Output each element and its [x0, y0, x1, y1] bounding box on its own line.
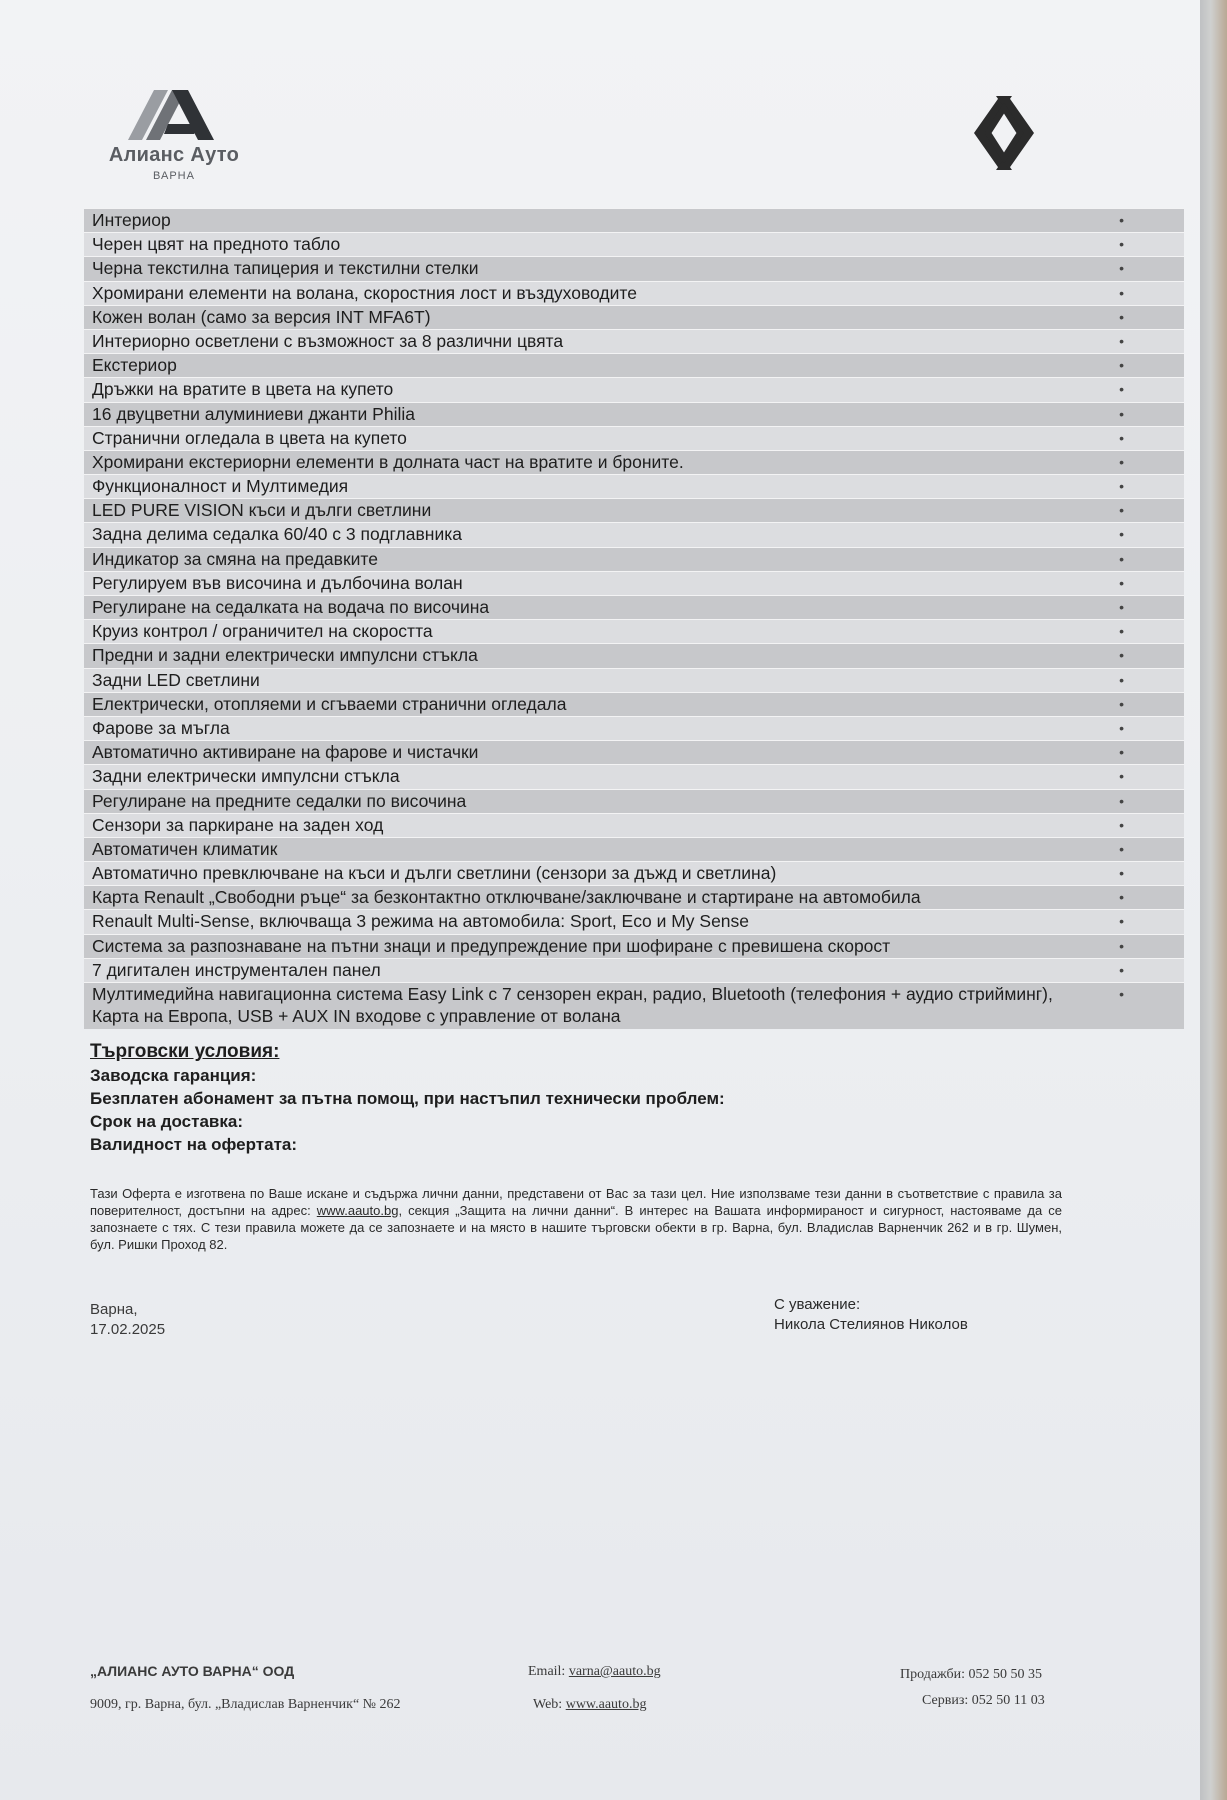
equipment-row: [84, 885, 1184, 909]
equipment-label: Хромирани екстериорни елементи в долната част на вратите и броните.: [92, 451, 684, 472]
term-validity: Валидност на офертата:: [90, 1135, 298, 1154]
bullet-icon: •: [1119, 308, 1124, 325]
equipment-label: Електрически, отопляеми и сгъваеми странични огледала: [92, 693, 567, 714]
bullet-icon: •: [1119, 332, 1124, 349]
bullet-icon: •: [1119, 865, 1124, 882]
equipment-label: LED PURE VISION къси и дълги светлини: [92, 500, 432, 521]
bullet-icon: •: [1119, 961, 1124, 978]
equipment-row: [84, 909, 1184, 933]
equipment-row: [84, 789, 1184, 813]
footer-service-phone: Сервиз: 052 50 11 03: [922, 1693, 1045, 1708]
bullet-icon: •: [1119, 260, 1124, 277]
equipment-row: [84, 643, 1184, 667]
footer-address: 9009, гр. Варна, бул. „Владислав Варненчик“ № 262: [90, 1697, 401, 1712]
offer-date: 17.02.2025: [90, 1321, 166, 1338]
equipment-row: [84, 208, 1184, 232]
equipment-label: Кожен волан (само за версия INT MFA6T): [92, 306, 431, 327]
bullet-icon: •: [1119, 381, 1124, 398]
bullet-icon: •: [1119, 502, 1124, 519]
footer-email: [528, 1664, 661, 1680]
equipment-label: Индикатор за смяна на предавките: [92, 548, 378, 569]
equipment-label: Задни електрически импулсни стъкла: [92, 766, 400, 787]
bullet-icon: •: [1119, 429, 1124, 446]
bullet-icon: •: [1119, 453, 1124, 470]
equipment-label: Дръжки на вратите в цвета на купето: [92, 379, 394, 400]
equipment-row: [84, 498, 1184, 522]
equipment-row: [84, 329, 1184, 353]
equipment-row: [84, 305, 1184, 329]
equipment-label: Задна делима седалка 60/40 с 3 подглавника: [92, 524, 462, 545]
equipment-row: [84, 982, 1184, 1029]
signature-name: Никола Стелиянов Николов: [774, 1316, 968, 1333]
bullet-icon: •: [1119, 284, 1124, 301]
footer-email-label: Email:: [528, 1664, 566, 1679]
privacy-text-start: Тази Оферта е изготвена по Ваше искане и съдържа лични данни, представени от Вас за тази цел. Ние използваме тези данни в съответствие с правила за поверителност, достъпни на адрес:: [90, 1186, 1062, 1218]
equipment-row: [84, 837, 1184, 861]
equipment-row: [84, 353, 1184, 377]
company-logo-city: ВАРНА: [153, 170, 195, 182]
equipment-label: Регулиране на седалката на водача по височина: [92, 597, 490, 617]
bullet-icon: •: [1119, 405, 1124, 422]
company-logo-name: Алианс Ауто: [108, 144, 240, 166]
term-road-assistance: Безплатен абонамент за пътна помощ, при настъпил технически проблем:: [90, 1089, 725, 1108]
equipment-row: [84, 256, 1184, 280]
equipment-row: [84, 958, 1184, 982]
bullet-icon: •: [1119, 913, 1124, 930]
footer-email-link[interactable]: varna@aauto.bg: [568, 1664, 661, 1679]
equipment-row: [84, 450, 1184, 474]
equipment-label: Сензори за паркиране на заден ход: [92, 814, 384, 835]
company-logo: [104, 90, 254, 185]
equipment-label: Регулируем във височина и дълбочина волан: [92, 572, 463, 593]
renault-logo-icon: [972, 94, 1036, 172]
equipment-label: Предни и задни електрически импулсни стъкла: [92, 645, 478, 666]
signature-block: [774, 1295, 968, 1335]
bullet-icon: •: [1119, 816, 1124, 833]
equipment-label: Автоматичен климатик: [92, 838, 278, 859]
equipment-label: Черна текстилна тапицерия и текстилни стелки: [92, 258, 479, 279]
equipment-label: 16 двуцветни алуминиеви джанти Philia: [92, 403, 415, 424]
equipment-row: [84, 740, 1184, 764]
footer-web: [533, 1697, 646, 1713]
equipment-label: Круиз контрол / ограничител на скоростта: [92, 621, 433, 642]
footer-sales-phone: Продажби: 052 50 50 35: [900, 1667, 1043, 1682]
privacy-notice: [90, 1185, 1062, 1253]
equipment-row: [84, 426, 1184, 450]
equipment-label: Регулиране на предните седалки по височина: [92, 790, 467, 811]
bullet-icon: •: [1119, 768, 1124, 785]
term-delivery: Срок на доставка:: [90, 1112, 243, 1131]
equipment-row: [84, 571, 1184, 595]
bullet-icon: •: [1119, 695, 1124, 712]
bullet-icon: •: [1119, 719, 1124, 736]
equipment-label: Екстериор: [92, 355, 177, 376]
bullet-icon: •: [1119, 792, 1124, 809]
equipment-row: [84, 522, 1184, 546]
bullet-icon: •: [1119, 889, 1124, 906]
equipment-label: Интериор: [92, 210, 171, 230]
equipment-row: [84, 716, 1184, 740]
equipment-row: [84, 595, 1184, 619]
equipment-label: Интериорно осветлени с възможност за 8 различни цвята: [92, 330, 564, 351]
bullet-icon: •: [1119, 840, 1124, 857]
equipment-row: [84, 377, 1184, 401]
bullet-icon: •: [1119, 647, 1124, 664]
equipment-label: Черен цвят на предното табло: [92, 234, 341, 255]
footer-company: „АЛИАНС АУТО ВАРНА“ ООД: [90, 1663, 295, 1679]
equipment-row: [84, 474, 1184, 498]
terms-title: Търговски условия:: [90, 1041, 280, 1062]
equipment-row: [84, 692, 1184, 716]
equipment-list: [84, 208, 1184, 1029]
equipment-row: [84, 619, 1184, 643]
place-and-date: [90, 1300, 165, 1340]
equipment-label: Функционалност и Мултимедия: [92, 476, 349, 497]
privacy-link[interactable]: www.aauto.bg: [316, 1203, 399, 1218]
equipment-row: [84, 281, 1184, 305]
signature-greeting: С уважение:: [774, 1296, 861, 1313]
commercial-terms: [90, 1040, 990, 1156]
equipment-row: [84, 668, 1184, 692]
bullet-icon: •: [1119, 937, 1124, 954]
bullet-icon: •: [1119, 671, 1124, 688]
equipment-label: Странични огледала в цвета на купето: [92, 427, 407, 448]
equipment-label: Автоматично активиране на фарове и чистачки: [92, 742, 479, 763]
bullet-icon: •: [1119, 526, 1124, 543]
place-city: Варна,: [90, 1301, 138, 1318]
privacy-text-end: , секция „Защита на лични данни“. В интерес на Вашата информираност и сигурност, настояваме да се запознаете с тях. С тези правила можете да се запознаете и на място в нашите търговски обекти в гр. Варна, бул. Владислав Варненчик 262 и в гр. Шумен, бул. Ришки Проход 82.: [90, 1203, 1062, 1252]
equipment-row: [84, 861, 1184, 885]
footer-web-label: Web:: [533, 1697, 563, 1712]
equipment-row: [84, 764, 1184, 788]
equipment-label: Хромирани елементи на волана, скоростния лост и въздуховодите: [92, 282, 637, 303]
alliance-auto-logo-mark: [128, 90, 220, 140]
bullet-icon: •: [1119, 212, 1124, 228]
equipment-row: [84, 813, 1184, 837]
equipment-row: [84, 934, 1184, 958]
bullet-icon: •: [1119, 550, 1124, 567]
equipment-row: [84, 547, 1184, 571]
equipment-label: Мултимедийна навигационна система Easy Link с 7 сензорен екран, радио, Bluetooth (телефония + аудио стрийминг), Карта на Европа, USB + AUX IN входове с управление от волана: [92, 984, 1053, 1026]
equipment-label: Задни LED светлини: [92, 669, 260, 690]
bullet-icon: •: [1119, 623, 1124, 640]
bullet-icon: •: [1119, 236, 1124, 253]
background-edge: [1200, 0, 1227, 1800]
bullet-icon: •: [1119, 986, 1124, 1002]
bullet-icon: •: [1119, 478, 1124, 495]
bullet-icon: •: [1119, 744, 1124, 761]
equipment-label: 7 дигитален инструментален панел: [92, 959, 381, 980]
equipment-row: [84, 232, 1184, 256]
equipment-label: Система за разпознаване на пътни знаци и предупреждение при шофиране с превишена скорост: [92, 935, 891, 956]
equipment-label: Автоматично превключване на къси и дълги светлини (сензори за дъжд и светлина): [92, 863, 777, 884]
bullet-icon: •: [1119, 574, 1124, 591]
term-warranty: Заводска гаранция:: [90, 1066, 257, 1085]
bullet-icon: •: [1119, 357, 1124, 374]
equipment-label: Renault Multi-Sense, включваща 3 режима на автомобила: Sport, Eco и My Sense: [92, 911, 750, 932]
footer-web-link[interactable]: www.aauto.bg: [565, 1697, 647, 1712]
equipment-label: Фарове за мъгла: [92, 717, 230, 738]
equipment-label: Карта Renault „Свободни ръце“ за безконтактно отключване/заключване и стартиране на автомобила: [92, 887, 921, 908]
equipment-row: [84, 402, 1184, 426]
bullet-icon: •: [1119, 599, 1124, 615]
